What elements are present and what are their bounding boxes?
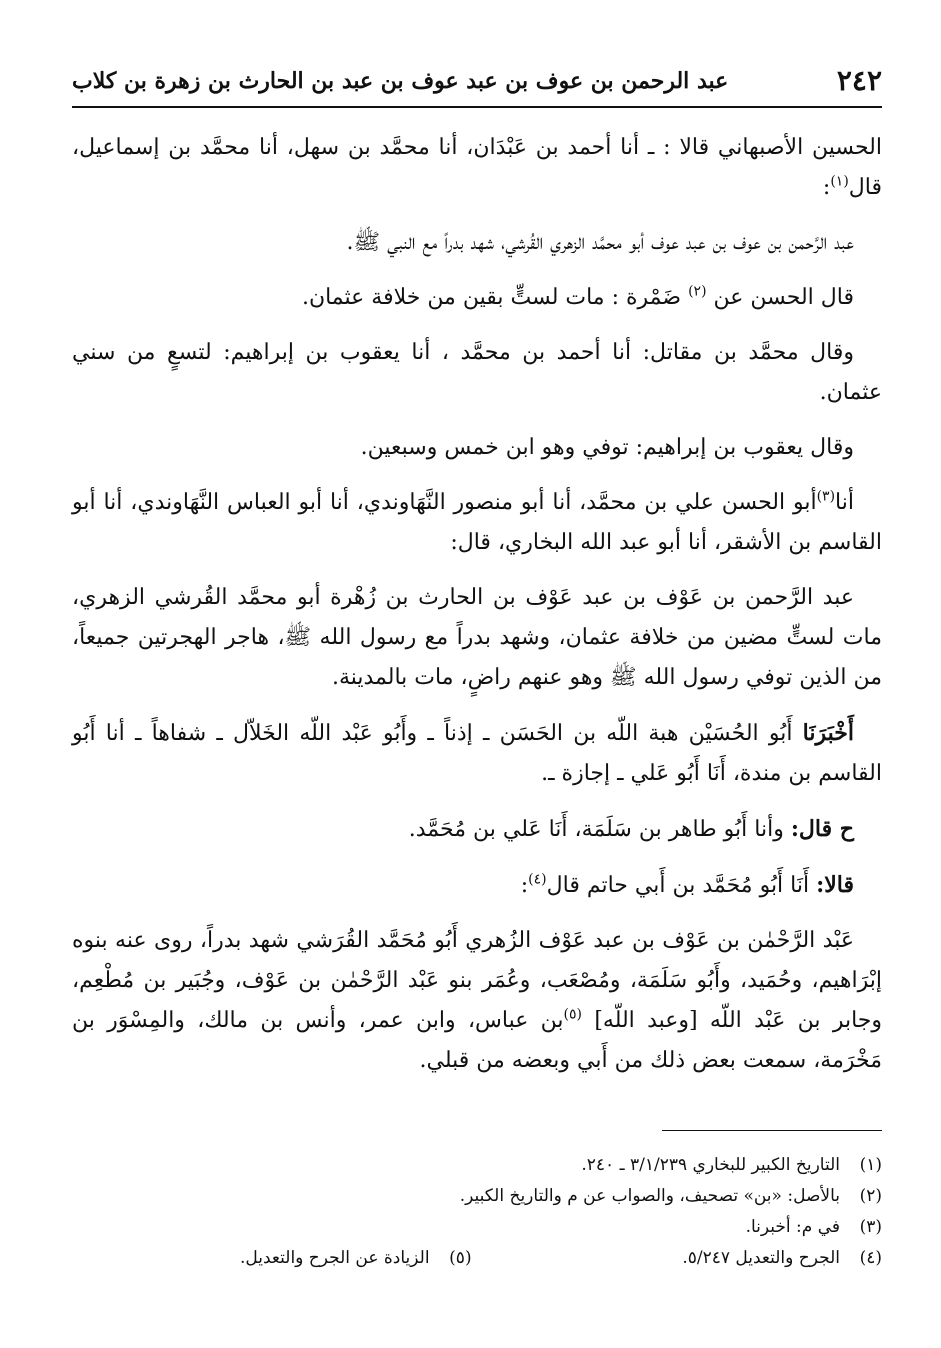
running-title: عبد الرحمن بن عوف بن عبد عوف بن عبد بن الحارث بن زهرة بن كلاب [72, 68, 729, 94]
paragraph: أَخْبَرَنَا أَبُو الحُسَيْن هبة اللّه بن الحَسَن ـ إذناً ـ وأَبُو عَبْد اللّه الخَلاّل ـ شفاهاً ـ أنا أَبُو القاسم بن مندة، أَنَا أَبُو عَلي ـ إجازة ـ. [72, 720, 882, 786]
footnote-ref: (٢) [688, 283, 707, 300]
footnote-text: الزيادة عن الجرح والتعديل. [240, 1248, 430, 1268]
paragraph: عبد الرَّحمن بن عوف بن عبد عوف أبو محمَّد الزهري القُرشي، شهد بدراً مع النبي ﷺ. [346, 230, 854, 255]
lead-word: قالا: [816, 872, 854, 898]
footnote-number: (١) [859, 1155, 882, 1175]
page-header [72, 64, 882, 106]
paragraph: عَبْد الرَّحْمٰن بن عَوْف بن عبد عَوْف الزُهري أَبُو مُحَمَّد القُرَشي شهد بدراً، روى عنه بنوه إبْرَاهيم، وحُمَيد، وأَبُو سَلَمَة، ومُصْعَب، وعُمَر بنو عَبْد الرَّحْمٰن بن عَوْف، وجُبَير بن مُطْعِم، وجابر بن عَبْد اللّه [وعبد اللّه] $^{(٥)}$بن عباس، وابن عمر، وأنس بن مالك، والمِسْوَر بن مَخْرَمة، سمعت بعض ذلك من أَبي وبعضه من قبلي. [72, 928, 883, 1073]
footnote-text: في م: أخبرنا. [745, 1217, 840, 1237]
page-number: ٢٤٢ [836, 64, 882, 97]
footnote [72, 1150, 882, 1181]
footnote-rule [662, 1130, 882, 1131]
paragraph: قالا: أَنَا أَبُو مُحَمَّد بن أَبي حاتم قال$^{(٤)}$: [520, 871, 854, 898]
paragraph: عبد الرَّحمن بن عَوْف بن عبد عَوْف بن الحارث بن زُهْرة أبو محمَّد القُرشي الزهري، مات لستٍّ مضين من خلافة عثمان، وشهد بدراً مع رسول الله ﷺ، هاجر الهجرتين جميعاً، من الذين توفي رسول الله ﷺ وهو عنهم راضٍ، مات بالمدينة. [72, 585, 882, 690]
footnote-text: التاريخ الكبير للبخاري ٣/١/٢٣٩ ـ ٢٤٠. [581, 1155, 840, 1175]
footnote-ref: (٥) [563, 1006, 583, 1023]
lead-word: ح قال: [790, 816, 854, 842]
footnote-number: (٥) [449, 1248, 472, 1268]
footnote [72, 1212, 882, 1243]
paragraph: وقال محمَّد بن مقاتل: أنا أحمد بن محمَّد ، أنا يعقوب بن إبراهيم: لتسعٍ من سني عثمان. [72, 340, 882, 405]
footnotes [72, 1150, 882, 1274]
header-rule [72, 106, 882, 108]
footnote-number: (٢) [859, 1186, 882, 1206]
footnote [72, 1243, 882, 1274]
footnote-ref: (٤) [528, 871, 547, 888]
footnote-ref: (٣) [816, 488, 836, 505]
footnote-number: (٤) [859, 1248, 882, 1268]
paragraph: أنا$^{(٣)}$أبو الحسن علي بن محمَّد، أنا أبو منصور النَّهَاوندي، أنا أبو العباس النَّهَاوندي، أنا أبو القاسم بن الأشقر، أنا أبو عبد الله البخاري، قال: [72, 488, 882, 555]
footnote-text: الجرح والتعديل ٥/٢٤٧. [682, 1248, 840, 1268]
paragraph: الحسين الأصبهاني قالا : ـ أنا أحمد بن عَبْدَان، أنا محمَّد بن سهل، أنا محمَّد بن إسماعيل، قال$^{(١)}$: [72, 135, 882, 200]
footnote-ref: (١) [830, 173, 849, 190]
paragraph: وقال يعقوب بن إبراهيم: توفي وهو ابن خمس وسبعين. [360, 435, 854, 460]
footnote [72, 1181, 882, 1212]
lead-word: أَخْبَرَنَا [802, 720, 854, 746]
footnote-number: (٣) [859, 1217, 882, 1237]
main-text [72, 128, 882, 1096]
paragraph: ح قال: وأنا أَبُو طاهر بن سَلَمَة، أَنَا عَلي بن مُحَمَّد. [408, 816, 854, 842]
footnote-text: بالأصل: «بن» تصحيف، والصواب عن م والتاريخ الكبير. [459, 1186, 840, 1206]
paragraph: قال الحسن عن $^{(٢)}$ ضَمْرة : مات لستٍّ بقين من خلافة عثمان. [301, 283, 854, 310]
footnote [240, 1243, 472, 1274]
